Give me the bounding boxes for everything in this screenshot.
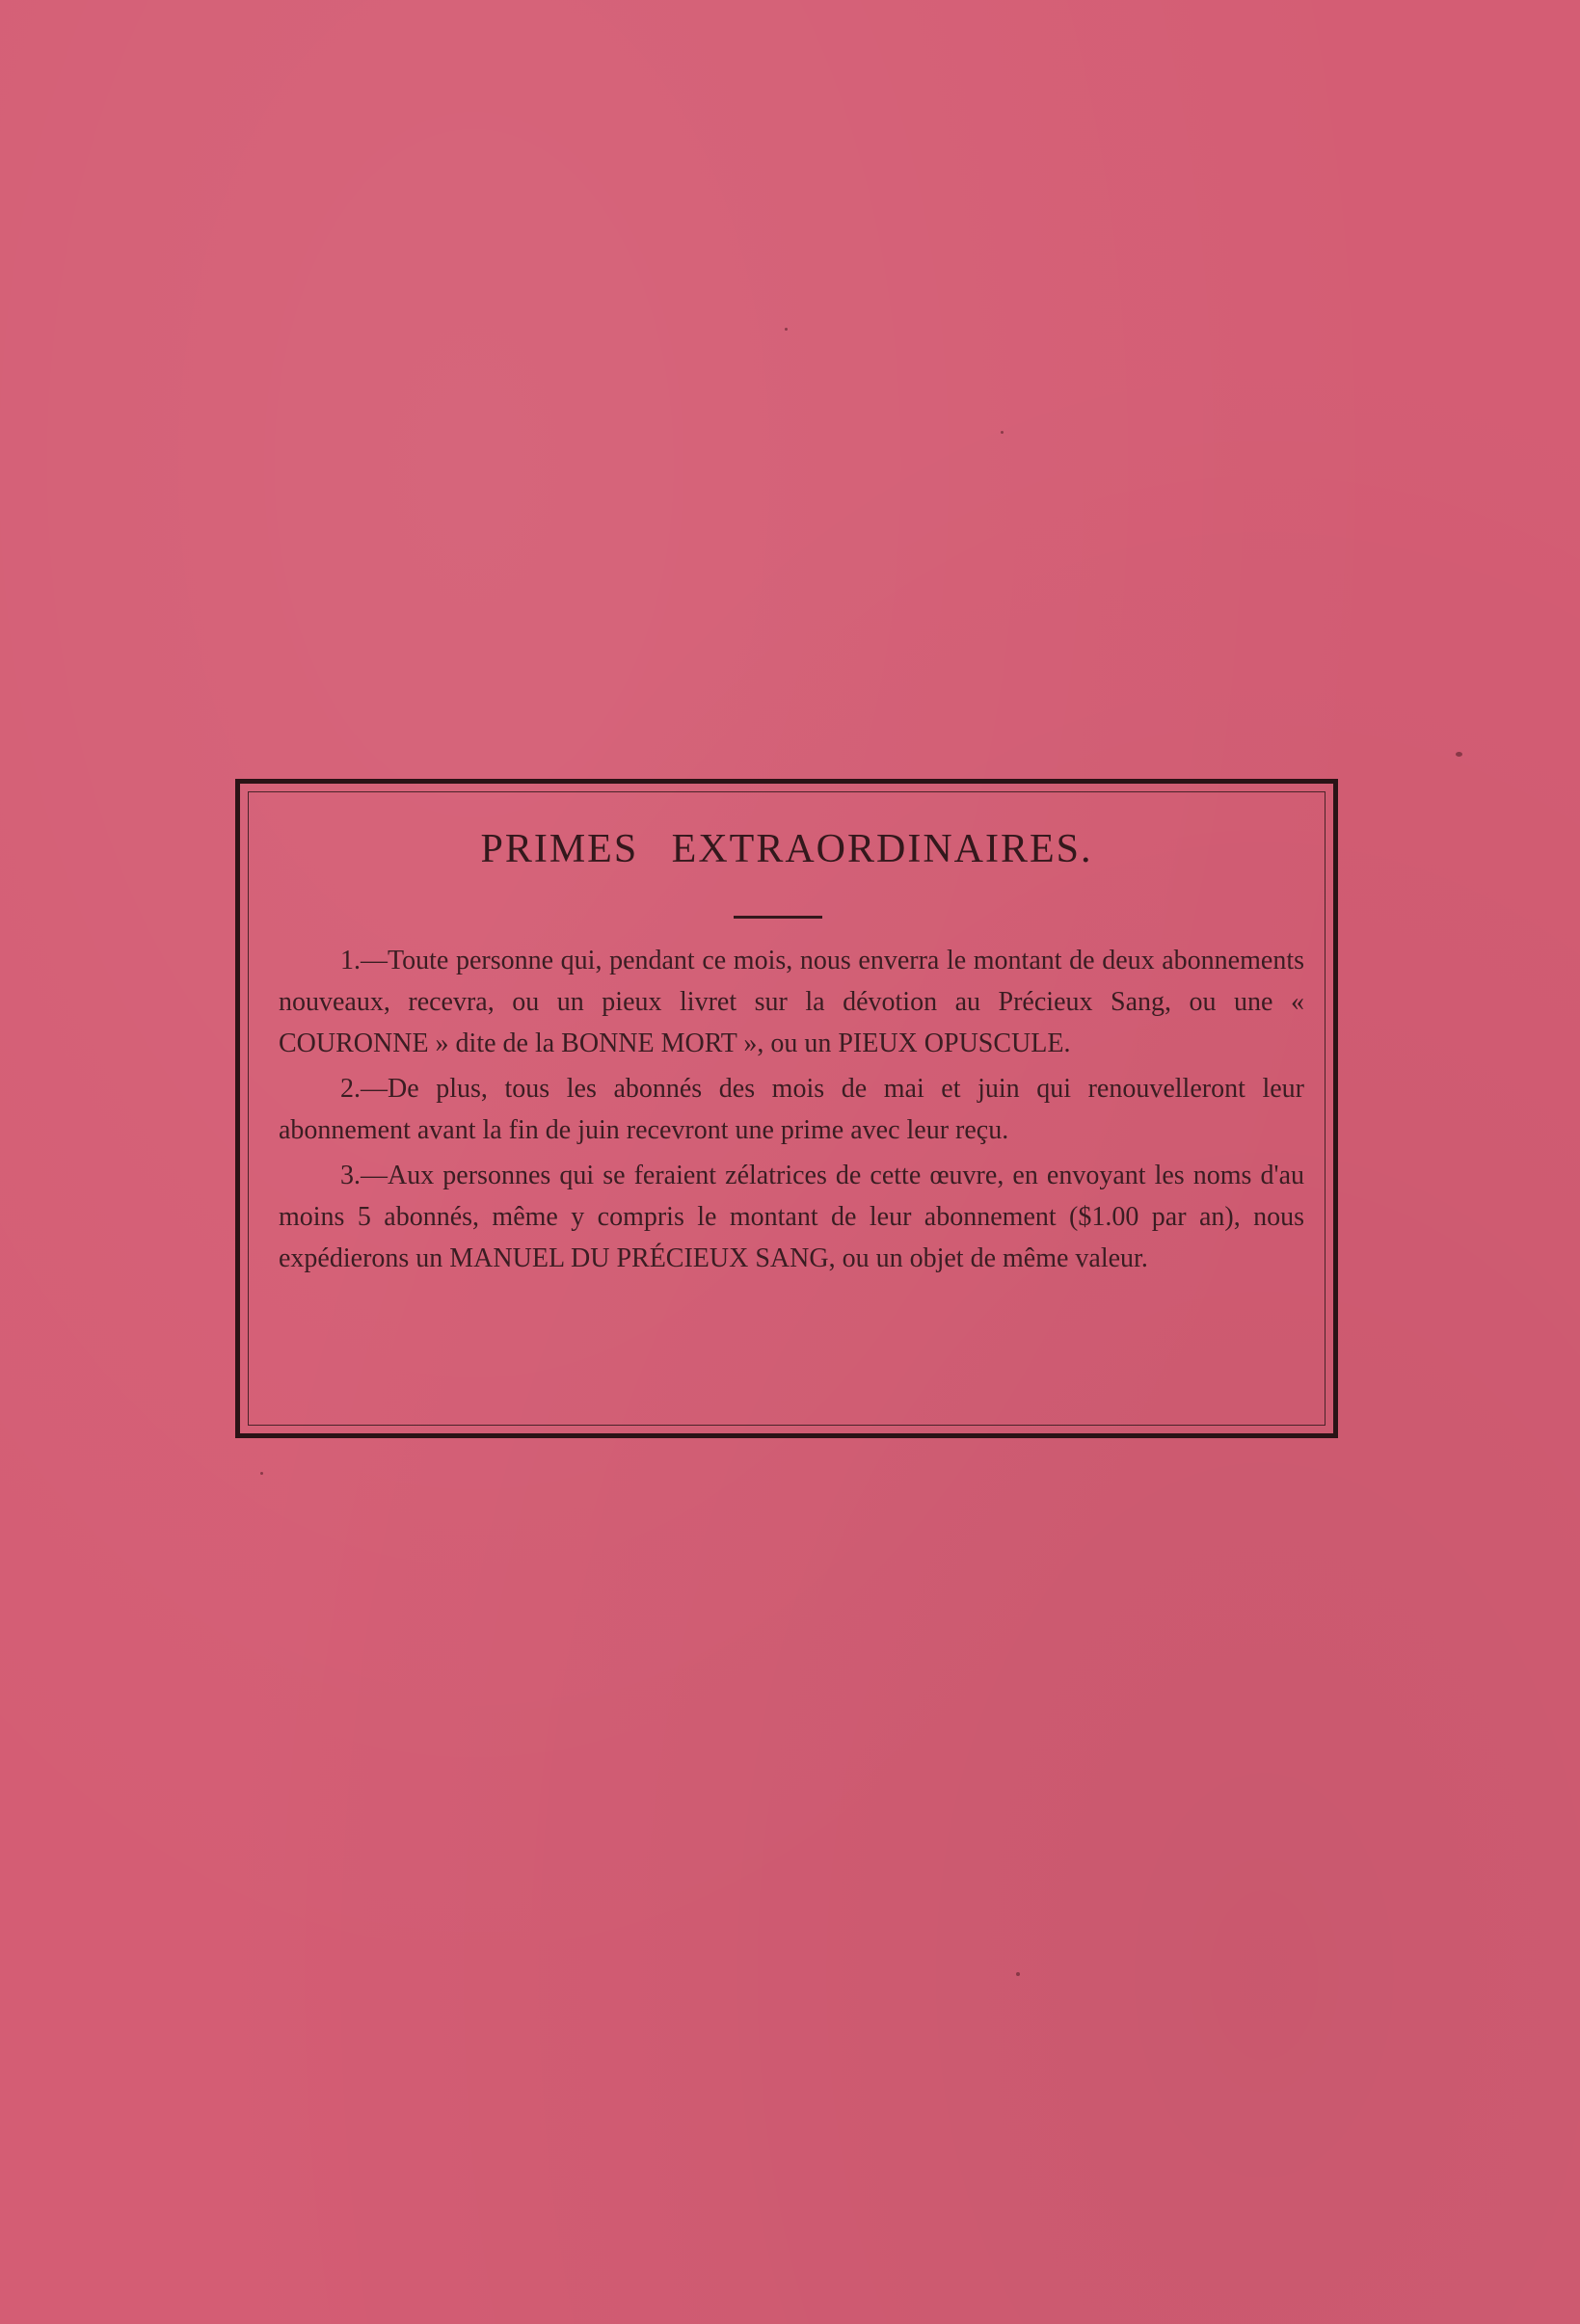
- paper-speck: [1016, 1972, 1020, 1976]
- notice-item-2: 2.—De plus, tous les abonnés des mois de mai et juin qui renouvelleront leur abonnement avant la fin de juin recevront une prime avec leur reçu.: [279, 1074, 1304, 1145]
- title-divider: [734, 916, 822, 919]
- notice-item-1: 1.—Toute personne qui, pendant ce mois, nous enverra le montant de deux abonnements nouveaux, recevra, ou un pieux livret sur la dévotion au Précieux Sang, ou une « COURONNE » dite de la BONNE MORT », ou un PIEUX OPUSCULE.: [279, 946, 1304, 1058]
- notice-title: PRIMES EXTRAORDINAIRES.: [480, 827, 1093, 871]
- notice-body: [279, 940, 1304, 1283]
- paper-speck: [785, 328, 788, 331]
- notice-frame: [235, 779, 1338, 1438]
- paper-speck: [1001, 431, 1004, 434]
- paper-speck: [1456, 752, 1462, 757]
- notice-item-3: 3.—Aux personnes qui se feraient zélatrices de cette œuvre, en envoyant les noms d'au moins 5 abonnés, même y compris le montant de leur abonnement ($1.00 par an), nous expédierons un MANUEL DU PRÉCIEUX SANG, ou un objet de même valeur.: [279, 1161, 1304, 1273]
- paper-speck: [260, 1472, 263, 1475]
